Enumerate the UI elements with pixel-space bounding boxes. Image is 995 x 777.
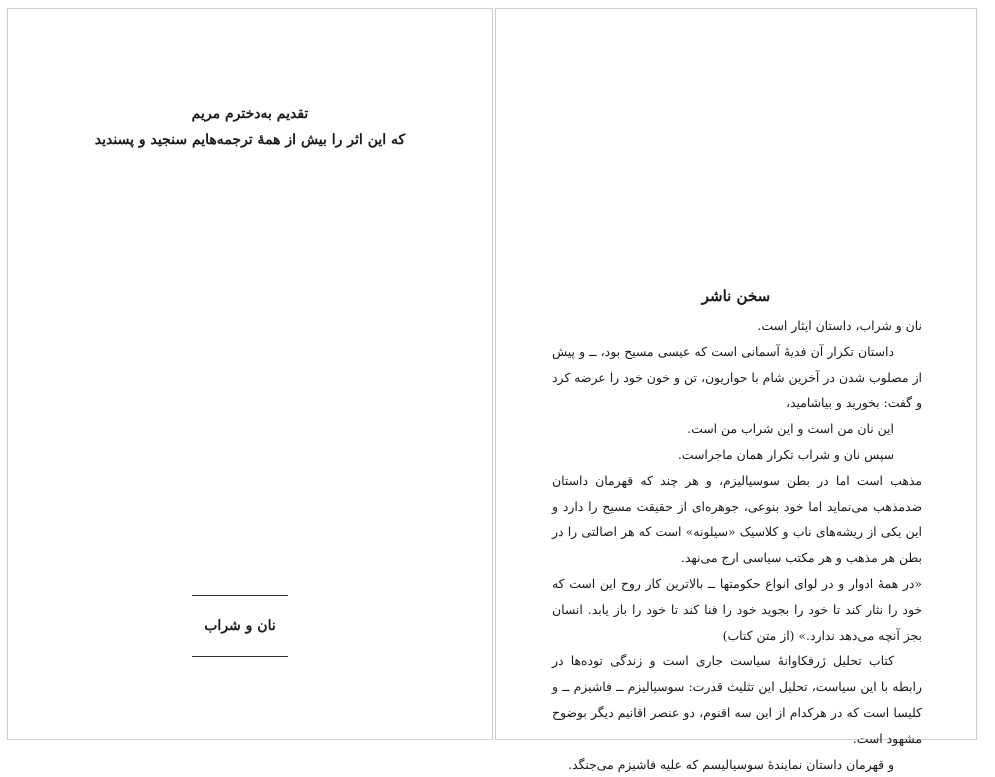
left-page (7, 8, 493, 740)
paragraph: و قهرمان داستان نمایندهٔ سوسیالیسم که علیه فاشیزم می‌جنگد. (568, 756, 894, 772)
right-page (495, 8, 977, 772)
dedication-line-2: که این اثر را بیش از همهٔ ترجمه‌هایم سنجید و پسندید (94, 132, 406, 148)
paragraph: این نان من است و این شراب من است. (687, 421, 894, 437)
paragraph: سپس نان و شراب تکرار همان ماجراست. (677, 446, 894, 462)
book-title: نان و شراب (204, 618, 276, 634)
paragraph: کتاب تحلیل ژرفکاوانهٔ سیاست جاری است و زندگی توده‌ها در رابطه با این سیاست، تحلیل این تثلیث قدرت: سوسیالیزم ــ فاشیزم ــ و کلیسا است که در هرکدام از این سه اقنوم، دو عنصر اقانیم دیگر بوضوح مشهود است. (552, 653, 922, 746)
paragraph: نان و شراب، داستان ایثار است. (757, 318, 922, 333)
dedication-line-1: تقدیم به‌دخترم مریم (191, 106, 309, 122)
bottom-rule (192, 656, 288, 657)
book-title-block (192, 595, 288, 657)
paragraph: مذهب است اما در بطن سوسیالیزم، و هر چند که قهرمان داستان ضدمذهب می‌نماید اما خود بنوعی، جوهره‌ای از حقیقت مسیح را دارد و این یکی از ریشه‌های ناب و کلاسیک «سیلونه» است که هر اصالتی را در بطن هر مذهب و هر مکتب سیاسی ارج می‌نهد. (552, 472, 922, 566)
publisher-note-body (552, 313, 922, 777)
dedication (8, 101, 492, 153)
paragraph: داستان تکرار آن فدیهٔ آسمانی است که عیسی مسیح بود، ــ و پیش از مصلوب شدن در آخرین شام با حواریون، تن و خون خود را عرضه کرد و گفت: بخورید و بیاشامید، (552, 343, 922, 411)
publisher-note-heading: سخن ناشر (701, 287, 771, 305)
paragraph: «در همهٔ ادوار و در لوای انواع حکومتها ــ بالاترین کار روح این است که خود را نثار کند تا خود را بجوید خود را فنا کند تا خود را باز یابد. انسان بجز آنچه می‌دهد ندارد.» (از متن کتاب) (552, 575, 922, 643)
